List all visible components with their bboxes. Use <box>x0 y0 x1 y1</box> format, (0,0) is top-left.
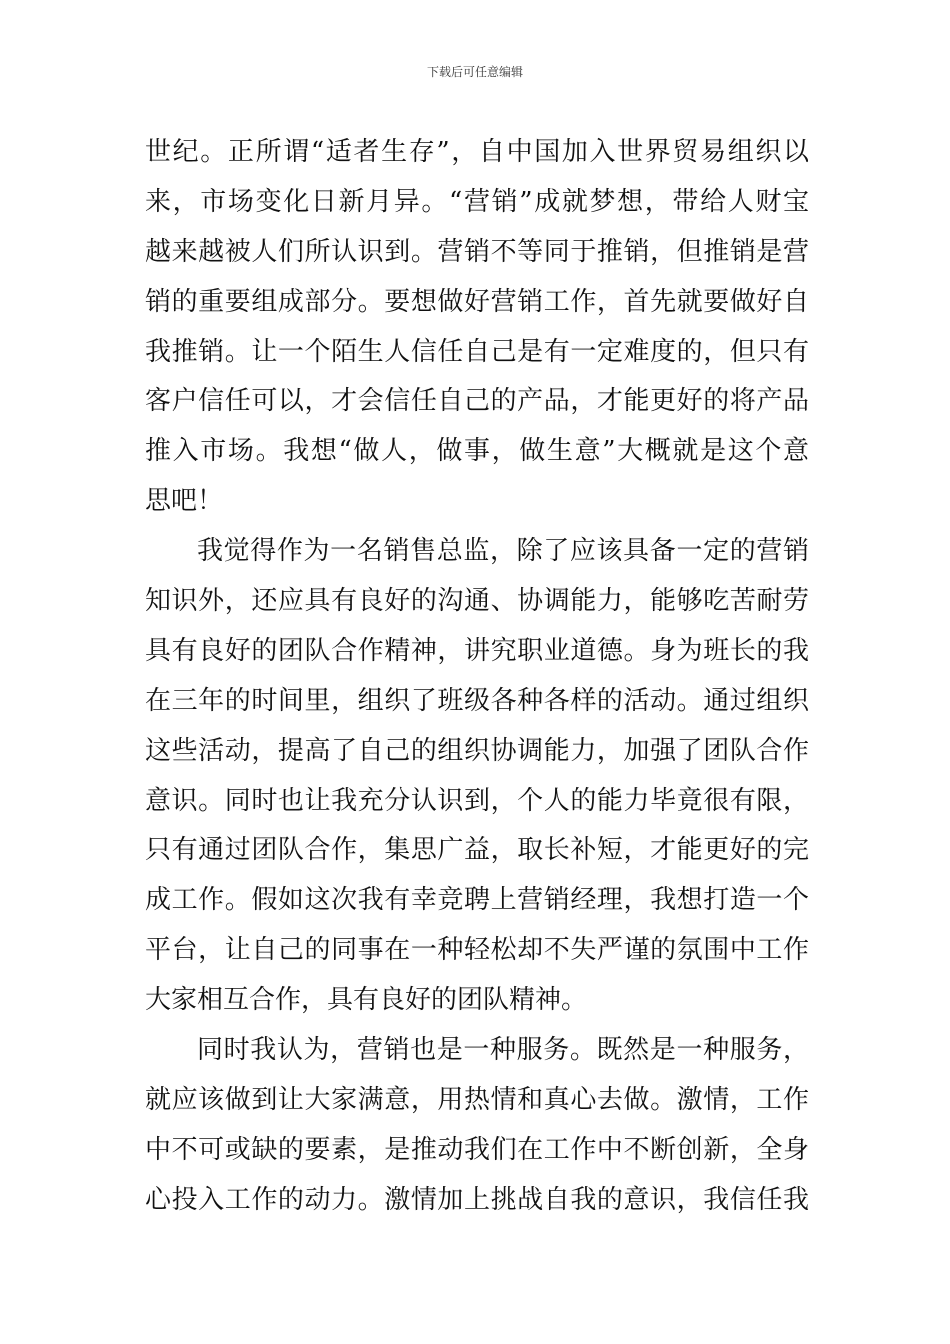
text-line: 意识。同时也让我充分认识到，个人的能力毕竟很有限， <box>145 785 809 816</box>
text-line: 成工作。假如这次我有幸竞聘上营销经理，我想打造一个 <box>145 885 809 916</box>
text-line: 这些活动，提高了自己的组织协调能力，加强了团队合作 <box>145 735 809 766</box>
document-body <box>145 128 809 1226</box>
text-line: 平台，让自己的同事在一种轻松却不失严谨的氛围中工作 <box>145 935 809 966</box>
text-line: 具有良好的团队合作精神，讲究职业道德。身为班长的我 <box>145 635 809 666</box>
text-line: 中不可或缺的要素，是推动我们在工作中不断创新，全身 <box>145 1134 809 1165</box>
text-line: 越来越被人们所认识到。营销不等同于推销，但推销是营 <box>145 236 809 267</box>
text-line: 销的重要组成部分。要想做好营销工作，首先就要做好自 <box>145 286 809 317</box>
text-line: 大家相互合作，具有良好的团队精神。 <box>145 985 588 1016</box>
text-line: 我觉得作为一名销售总监，除了应该具备一定的营销 <box>197 536 809 567</box>
text-line: 在三年的时间里，组织了班级各种各样的活动。通过组织 <box>145 685 809 716</box>
paragraph-3 <box>145 1026 809 1226</box>
text-line: 同时我认为，营销也是一种服务。既然是一种服务， <box>197 1035 809 1066</box>
page-header: 下载后可任意编辑 <box>426 65 523 79</box>
text-line: 推入市场。我想“做人，做事，做生意”大概就是这个意 <box>145 436 809 467</box>
text-line: 心投入工作的动力。激情加上挑战自我的意识，我信任我 <box>145 1184 809 1215</box>
text-line: 来，市场变化日新月异。“营销”成就梦想，带给人财宝 <box>145 186 809 217</box>
paragraph-1 <box>145 128 809 527</box>
text-line: 就应该做到让大家满意，用热情和真心去做。激情，工作 <box>145 1084 809 1115</box>
text-line: 只有通过团队合作，集思广益，取长补短，才能更好的完 <box>145 835 809 866</box>
text-line: 我推销。让一个陌生人信任自己是有一定难度的，但只有 <box>145 336 809 367</box>
text-line: 世纪。正所谓“适者生存”，自中国加入世界贸易组织以 <box>145 137 809 167</box>
paragraph-2 <box>145 527 809 1026</box>
text-line: 思吧！ <box>145 486 224 517</box>
text-line: 知识外，还应具有良好的沟通、协调能力，能够吃苦耐劳 <box>145 586 809 617</box>
text-line: 客户信任可以，才会信任自己的产品，才能更好的将产品 <box>145 386 809 417</box>
